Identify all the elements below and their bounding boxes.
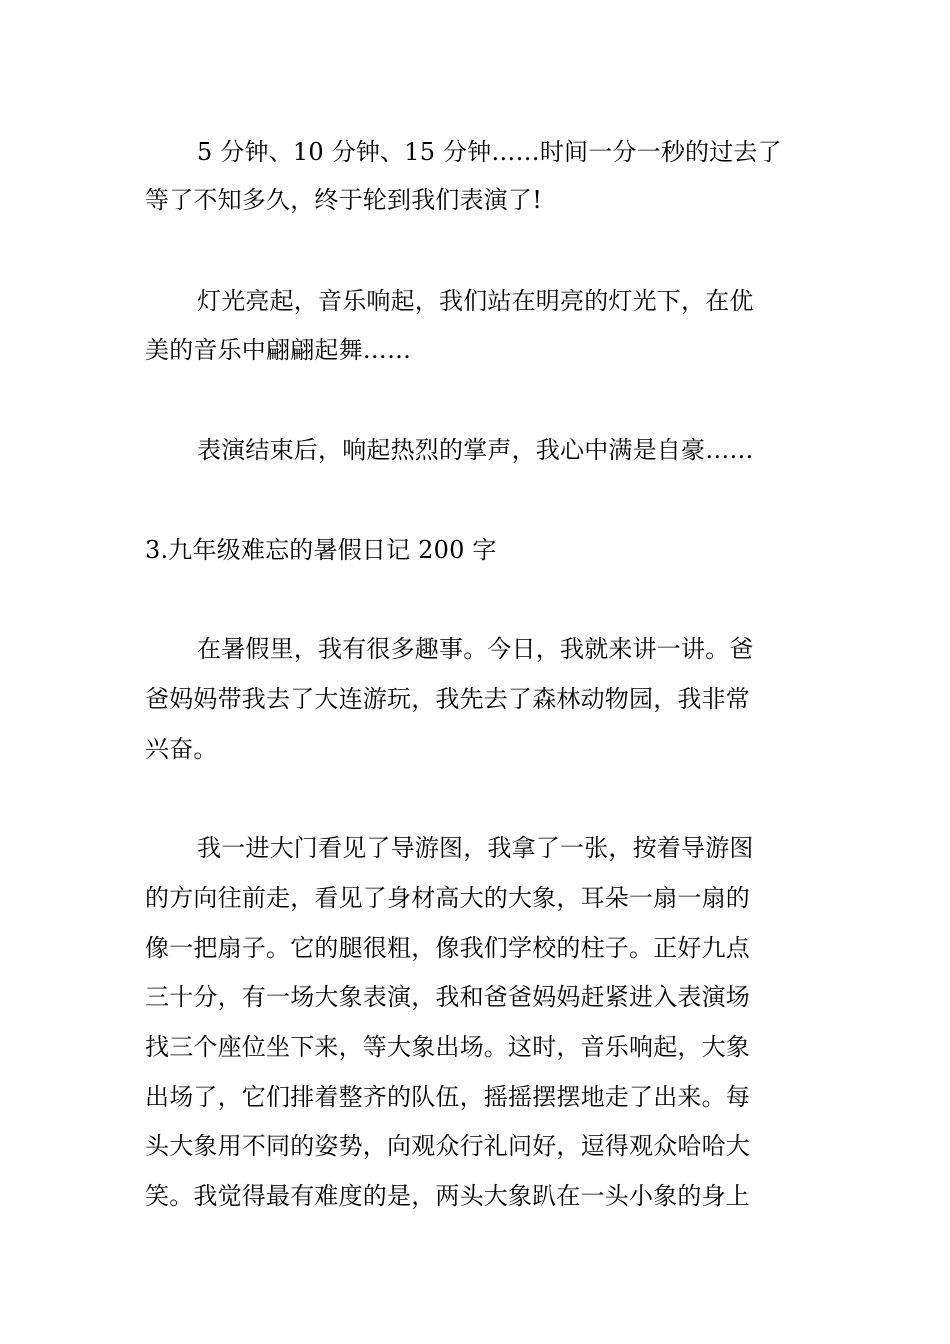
paragraph-5-line-3: 兴奋。: [145, 735, 218, 763]
paragraph-2-line-2: 美的音乐中翩翩起舞……: [145, 336, 412, 364]
paragraph-6-line-8: 笑。我觉得最有难度的是，两头大象趴在一头小象的身上: [145, 1182, 750, 1210]
paragraph-5-line-2: 爸妈妈带我去了大连游玩，我先去了森林动物园，我非常: [145, 685, 750, 713]
paragraph-6-line-1: 我一进大门看见了导游图，我拿了一张，按着导游图: [197, 834, 754, 862]
paragraph-3-line-1: 表演结束后，响起热烈的掌声，我心中满是自豪……: [197, 436, 754, 464]
paragraph-6-line-7: 头大象用不同的姿势，向观众行礼问好，逗得观众哈哈大: [145, 1132, 750, 1160]
paragraph-2-line-1: 灯光亮起，音乐响起，我们站在明亮的灯光下，在优: [197, 287, 754, 315]
paragraph-1-line-1: 5 分钟、10 分钟、15 分钟……时间一分一秒的过去了: [197, 138, 782, 166]
paragraph-5-line-1: 在暑假里，我有很多趣事。今日，我就来讲一讲。爸: [197, 635, 754, 663]
paragraph-6-line-3: 像一把扇子。它的腿很粗，像我们学校的柱子。正好九点: [145, 934, 750, 962]
paragraph-6-line-5: 找三个座位坐下来，等大象出场。这时，音乐响起，大象: [145, 1033, 750, 1061]
section-heading: 3.九年级难忘的暑假日记 200 字: [145, 536, 497, 564]
paragraph-6-line-6: 出场了，它们排着整齐的队伍，摇摇摆摆地走了出来。每: [145, 1083, 750, 1111]
paragraph-1-line-2: 等了不知多久，终于轮到我们表演了!: [145, 186, 543, 214]
paragraph-6-line-4: 三十分，有一场大象表演，我和爸爸妈妈赶紧进入表演场: [145, 983, 750, 1011]
paragraph-6-line-2: 的方向往前走，看见了身材高大的大象，耳朵一扇一扇的: [145, 884, 750, 912]
